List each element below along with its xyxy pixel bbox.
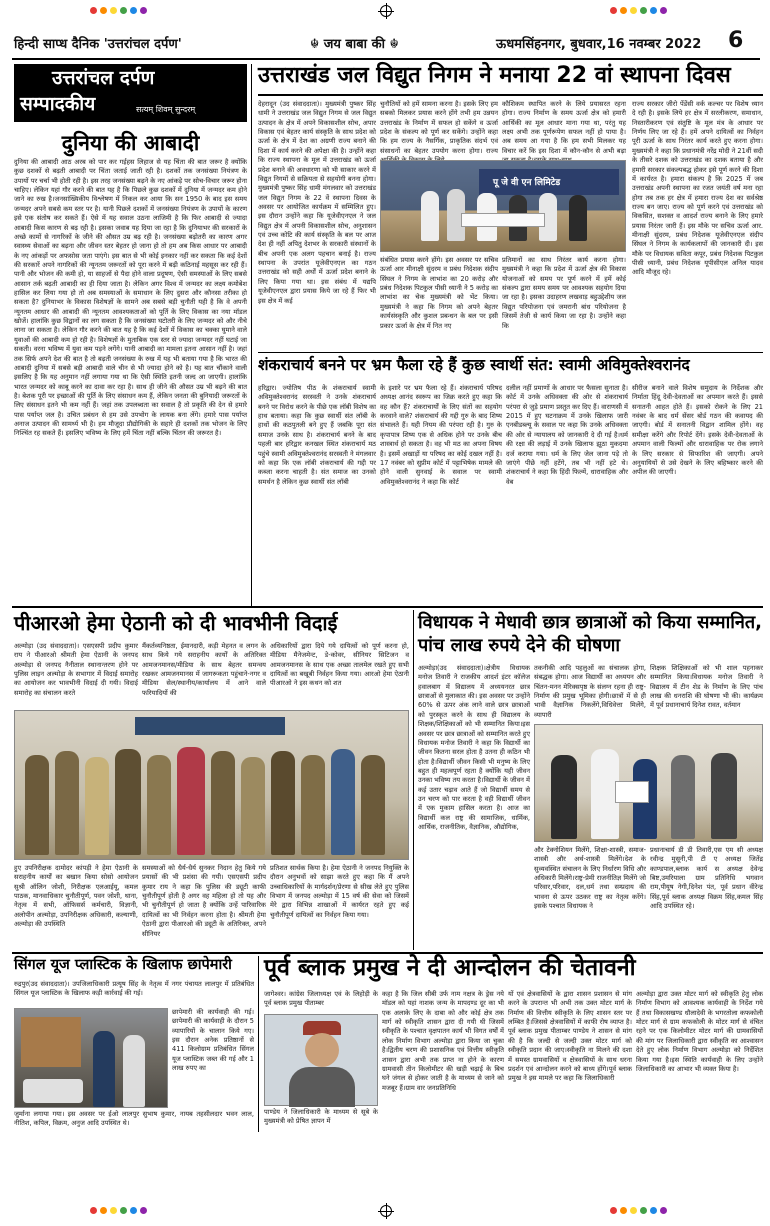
article2-col4: सीरीज बनाने वाले विशेष समुदाय के निर्देशक और निर्माता हिंदू देवी-देवताओं का अपमान करते हैं। इससे सनातनी आहत होते हैं। इसको रोकने के लिए 21 नवंबर के बाद धर्म सेंसर बोर्ड गठन की कवायद की जाएगी। बोर्ड में सनातनी विद्वान शामिल होंगे। वह समीक्षा करेंगे और रिपोर्ट देंगे। इसके देवी-देवताओं के अपमान वाली फिल्मों और धारावाहिक पर रोक लगाने के लिए सरकार से सिफारिश की जाएगी। अपने अनुयायियों से उसे देखने के लिए बहिष्कार करने की अपील की जाएगी। (632, 384, 763, 477)
article1-col4: राज्य सरकार जीरो पेंडेंसी वर्क कल्चर पर विशेष ध्यान दे रही है। इसके लिये हर क्षेत्र में सरलीकरण, समाधान, निस्तारीकरण एवं संतुष्टि के मूल मंत्र के आधार पर निर्णय लिए जा रहे हैं। हमें अपने दायित्वों का निर्वहन पूरी ऊर्जा के साथ निरंतर कार्य करते हुए करना होगा। मुख्यमंत्री ने कहा कि प्रधानमंत्री नरेंद्र मोदी ने 21वीं सदी के तीसरे दशक को उत्तराखंड का दशक बताया है और हमारी सरकार संकल्पबद्ध होकर इसे पूर्ण करने की दिशा में कार्यरत है। हमारा संकल्प है कि 2025 में जब उत्तराखंड अपनी स्थापना का रजत जयंती वर्ष मना रहा होगा तब तक हर क्षेत्र में हमारा राज्य देश का सर्वश्रेष्ठ राज्य बन जाए। राज्य को पूर्ण करने एवं उत्तराखंड को विकसित, सशक्त व आदर्श राज्य बनाने के लिए हमारे प्रयास निरंतर जारी हैं। इस मौके पर सचिव ऊर्जा आर. मीनाक्षी सुंदरम, प्रबंध निदेशक यूजेवीएनएल संदीप सिंघल ने निगम के कार्यकलापों की जानकारी दी। इस मौके पर विधायक सविता कपूर, प्रबंध निदेशक पिटकुल पीसी ध्यानी, प्रबंध निदेशक यूपीसीएल अनिल यादव आदि मौजूद रहे। (632, 100, 763, 277)
shop-shelf (21, 1017, 81, 1067)
article3-photo (14, 710, 409, 860)
article3-col2b: समस्याओं को धैर्य-धैर्य सुनकर निदान हेतु किये गये प्रयासों की भी प्रशंसा की गयी। एसएसपी प्रदीप कुमार राय ने कहा कि पुलिस की ड्यूटी काफी चुनौतीपूर्ण होती है अगर वह महिला हो तो यह और भी चुनौतीपूर्ण हो जाता है क्योंकि उन्हें पारिवारिक दायित्वों का भी निर्वहन करना होता है। श्रीमती हेमा ऐठानी द्वारा पीआरओ की ड्यूटी के अतिरिक्त, अपने सीनियर (142, 864, 266, 938)
color-dot (650, 1207, 657, 1214)
color-dot (120, 7, 127, 14)
person-figure (55, 751, 79, 855)
article2-headline: शंकराचार्य बनने पर भ्रम फैला रहे हैं कुछ स्वार्थी संत: स्वामी अविमुक्तेश्वरानंद (258, 356, 690, 374)
editorial-title: दुनिया की आबादी (61, 131, 200, 155)
wall-sign (135, 717, 285, 735)
certificate (615, 781, 649, 803)
award-cheque (461, 213, 545, 227)
banner-text: पू जे वी एन लिमिटेड (493, 178, 561, 188)
article2-col3: दलील नहीं प्रमाणों के आधार पर फैसला सुनाता है। कोर्ट में उनके अधिवक्ता की ओर से शंकराचार्य परंपरा से जुड़े प्रमाण प्रस्तुत कर दिए हैं। वाराणसी में 2015 में हुए घटनाक्रम में उनके खिलाफ जारी एनबीडब्ल्यू के सवाल पर कहा कि उनके अधिवक्ता की ओर से न्यायालय को जानकारी दे दी गई है।धर्म की रक्षा की लड़ाई में उनके खिलाफ झूठा मुकदमा दर्ज कराया गया। धर्म के लिए जेल जाना पड़े तो जाएंगे पीछे नहीं हटेंगे, तब भी नहीं हटे थे। शंकराचार्य ने कहा कि हिंदी फिल्में, धारावाहिक और वेब (506, 384, 628, 486)
person-figure (123, 1035, 145, 1107)
person-figure (85, 757, 109, 855)
article1-col3b: प्रतिमानों का साथ निरंतर कार्य करना होगा। मुख्यमंत्री ने कहा कि प्रदेश में ऊर्जा क्षेत्र की विकास योजनाओं को समय पर पूर्ण करने में हमें कोई संकल्प द्वारा समय समय पर आवश्यक सहयोग दिया जा रहा है। इसका उदाहरण लखवाड़ बहुउद्देशीय जल विद्युत परियोजना एवं जमरानी बांध परियोजना है जिसमें तेजी से कार्य किया जा रहा है। उन्होंने कहा कि (502, 256, 626, 330)
person-figure (115, 749, 141, 855)
person-figure (271, 751, 295, 855)
article6-col1b: पाण्डेय ने जिलाधिकारी के माध्यम से सूबे के मुख्यमंत्री को प्रेषित ज्ञापन में (264, 1108, 378, 1126)
person-figure (177, 747, 205, 855)
color-dot (630, 7, 637, 14)
article5-photo (14, 1008, 168, 1108)
color-dot (100, 7, 107, 14)
article4-col3: शिक्षक शिक्षिकाओं को भी शाल पहनाकर सम्मानित किया।विधायक मनोज तिवारी ने विद्यालय में टीन शेड के निर्माण के लिए पांच लाख की धनराशि की घोषणा भी की। कार्यक्रम में पूर्व प्रधानाचार्य दिनेश रावत, वर्तमान (650, 664, 763, 710)
article4-col1: अल्मोड़ा(उद संवाददाता)।क्षेत्रीय विधायक मनोज तिवारी ने राजकीय आदर्श इंटर कॉलेज हवालबाग में विद्यालय में अध्ययनरत छात्र छात्राओं से मुलाकात की। इस अवसर पर उन्होंने 60% से ऊपर अंक लाने वाले छात्र छात्राओं को पुरस्कृत करने के साथ ही विद्यालय के शिक्षक/शिक्षिकाओं को भी सम्मानित किया।इस अवसर पर छात्र छात्राओं को सम्मानित करते हुए विधायक मनोज तिवारी ने कहा कि विद्यार्थी का जीवन कितना सरल होता है उतना ही कठिन भी होता है।विद्यार्थी जीवन किसी भी मनुष्य के लिए बहुत ही महत्वपूर्ण रहता है क्योंकि यही जीवन उनका भविष्य तय करता है।विद्यार्थी के जीवन में कई उतार चढ़ाव आते हैं जो विद्यार्थी समय से उन चरण को पार करता है वही विद्यार्थी जीवन में एक मुकाम हासिल करता है। आज का विद्यार्थी कल राष्ट्र की सामाजिक, धार्मिक, आर्थिक, राजनीतिक, वैज्ञानिक, औद्योगिक, (418, 664, 531, 832)
article1-col2: चुनौतियों को हमें सामना करना है। इसके लिए हम सबको मिलकर प्रयास करने होंगे तभी हम उन्नयन उत्तराखंड के निर्माण में सफल हो सकेंगे व ऊर्जा प्रदेश के संकल्प को पूर्ण कर सकेंगे। उन्होंने कहा कि हम राज्य के नैसर्गिक, प्राकृतिक संदर्भ एवं संसाधनों का बेहतर उपयोग करना होगा। राज्य (380, 100, 498, 155)
article6-col4: अल्मोड़ा द्वारा उक्त मोटर मार्ग को स्वीकृति हेतु लोक निर्माण विभाग को आवश्यक कार्यवाही के निर्देश गये हैं तथा विकासखण्ड धौलादेवी के भगरतोला कफकोली मोटर मार्ग से ग्राम कफकोली के मोटर मार्ग से वंचित रहने पर एक किलोमीटर मोटर मार्ग की ग्रामवासियों की मांग पर जिलाधिकारी द्वारा स्वीकृति का आश्वासन देते हुए लोक निर्माण विभाग अल्मोड़ा को निर्देशित किया गया है।इस स्थिति कार्यवाही के लिए उन्होंने जिलाधिकारी का आभार भी व्यक्त किया है। (636, 990, 763, 1073)
article2-col1: हरिद्वार। ज्योतिष पीठ के शंकराचार्य स्वामी अविमुक्तेश्वरानंद सरस्वती ने उनके शंकराचार्य बनने पर विरोध करने के पीछे एक लॉबी विशेष का हाथ बताया। कहा कि कुछ स्वार्थी संत लॉबी के हाथों की कठपुतली बने हुए हैं जबकि पूरा संत समाज उनके साथ है। शंकराचार्य बनने के बाद पहली बार हरिद्वार कनखल स्थित शंकराचार्य मठ पहुंचे स्वामी अविमुक्तेश्वरानंद सरस्वती ने मंगलवार को कहा कि एक लॉबी शंकराचार्य की गद्दी पर कब्जा करना चाहती है। संत समाज का उनको समर्थन है लेकिन कुछ स्वार्थी संत लॉबी (258, 384, 376, 486)
stage-banner (479, 169, 619, 195)
article2-col2: के इशारे पर भ्रम फैला रहे हैं। शंकराचार्य परिषद अध्यक्ष आनंद स्वरूप का जिक्र करते हुए कहा कि वह कौन हैं? शंकराचार्यों के लिए संतों का सहयोग करवाने वाले? शंकराचार्य की गद्दी गुरु के बाद शिष्य संभालते हैं। यही नियम की परंपरा रही है। गुरु के कृपापात्र शिष्य एक से अधिक होने पर उनके बीच शास्त्रार्थ हो सकता है। वह भी मठ का अपना विषय है। इसमें अखाड़ों या परिषद का कोई दखल नहीं है। 17 नवंबर को सुप्रीम कोर्ट में पट्टाभिषेक मामले की होने वाली सुनवाई के सवाल पर स्वामी अविमुक्तेश्वरानंद ने कहा कि कोर्ट (380, 384, 502, 486)
color-dot (90, 1207, 97, 1214)
color-dot (650, 7, 657, 14)
article4-photo (534, 724, 763, 842)
article1-headline: उत्तराखंड जल विद्युत निगम ने मनाया 22 वां स्थापना दिवस (258, 63, 731, 88)
person-figure (711, 753, 737, 839)
article3-col3: अधिकारियों द्वारा दिये गये दायित्वों को पूर्ण करना हो, मीडिया मैनेजमेन्ट, डे-कोवर, सीनियर सिटिजन व आमजनमानस के साथ एक अच्छा तालमेल रखते हुए सभी दायित्वों का बखूबी निर्वहन किया गया। आरओ हेमा ऐठानी पीआरओ ने इस कथन को शत (270, 642, 409, 688)
editorial-brand-top: उत्तरांचल दर्पण (52, 67, 155, 89)
section-rule (12, 952, 763, 954)
portrait-face (305, 1033, 339, 1067)
article6-portrait (264, 1014, 378, 1106)
article6-col1: जागेश्वर। कांग्रेस जिलाध्यक्ष एवं के लिहोड़ी के पूर्व ब्लाक प्रमुख पीताम्बर (264, 990, 378, 1008)
color-dot (120, 1207, 127, 1214)
page-number: 6 (728, 28, 744, 53)
article4-col2: तकनीकी आदि पहलुओं का संचालक होगा, संबद्धक होगा। आज विद्यार्थी का अध्ययन और चिंतन-मनन मेरिक्सपृष्ठ के संलग्न रहना ही राष्ट्र-निर्माण की प्रमुख भूमिका होगी।छात्रों में से ही भावी वैज्ञानिक निकलेंगे,विधिवेत्ता मिलेंगे, व्यापारी (534, 664, 646, 719)
color-dot (630, 1207, 637, 1214)
person-figure (241, 757, 265, 855)
column-divider (258, 956, 259, 1132)
registration-mark-icon (380, 1205, 392, 1217)
paper-name: हिन्दी साप्ध दैनिक 'उत्तरांचल दर्पण' (14, 37, 182, 52)
color-dot (610, 7, 617, 14)
bottom-color-strip (0, 1200, 770, 1222)
color-dot (140, 7, 147, 14)
person-figure (147, 755, 171, 855)
person-figure (211, 751, 235, 855)
masthead-rule (12, 58, 760, 60)
person-figure (569, 195, 587, 241)
article5-headline: सिंगल यूज प्लास्टिक के खिलाफ छापेमारी (14, 957, 232, 973)
color-dot (660, 7, 667, 14)
person-figure (361, 755, 385, 855)
article1-col3: कौशिकम स्थापित करने के लिये प्रयासरत रहना होगा। राज्य निर्माण के समय ऊर्जा क्षेत्र को हमारी आर्थिकी का मूल आधार माना गया था, परंतु यह लक्ष्य अभी तक पूर्णरूपेण सफल नहीं हो पाया है। अब समय आ गया है कि हम सभी मिलकर यह विचार करें कि इस दिशा में कौन-कौन से अभी बढ़ा (502, 100, 626, 155)
article5-col-bottom: जुर्माना लगाया गया। इस अवसर पर ईओ लालपुर सुभाष कुमार, नायब तहसीलदार भवन लाल, नीतिश, कपिल, विक्रम, अनुज आदि उपस्थित थे। (14, 1110, 254, 1128)
article3-col3b: प्रतिशत सार्थक किया है। हेमा ऐठानी ने जनपद नियुक्ति के दौरान अनुभवों को साझा करते हुए कहा कि मैं अपने उच्चाधिकारियों के मार्गदर्शन/प्रेरणा से सीख लेते हुए पुलिस विभाग में जनपद अल्मोड़ा में 15 वर्ष की सेवा को जिसमें मेरे द्वारा विभिन्न शाखाओं में कार्यरत रहते हुए कई चुनौतीपूर्ण दायित्वों का निर्वहन किया गया। (270, 864, 409, 919)
article3-headline: पीआरओ हेमा ऐठानी को दी भावभीनी विदाई (14, 611, 338, 635)
color-dot (140, 1207, 147, 1214)
article1-col1: देहरादून (उद संवाददाता)। मुख्यमंत्री पुष्कर सिंह धामी ने उत्तराखंड जल विद्युत निगम से जल विद्युत उत्पादन के क्षेत्र में अपने विकासशील सोच, अपार विकास एवं बेहतर कार्य संस्कृति के साथ प्रदेश को ऊर्जा के क्षेत्र में देश का अग्रणी राज्य बनाने की दिशा में कार्य करने की अपेक्षा की है। उन्होंने कहा कि राज्य स्थापना के मूल में उत्तराखंड को ऊर्जा प्रदेश बनाने की अवधारणा को भी साकार करने में विद्युत निगमों से सक्रियता से सहयोगी बनना होगा।मुख्यमंत्री पुष्कर सिंह धामी मंगलवार को उत्तराखंड जल विद्युत निगम के 22 वें स्थापना दिवस के अवसर पर आयोजित कार्यक्रम में सम्मिलित हुए। इस दौरान उन्होंने कहा कि यूजेवीएनएल ने जल विद्युत क्षेत्र में अपनी विकासशील सोच, अनुशासन एवं उच्च कोटि की कार्य संस्कृति के बल पर आज देश ही नहीं अपितु देशभर के सरकारी संस्थानों के बीच अपनी एक अलग पहचान बनाई है। राज्य स्थापना के उपरांत यूजेवीएनएल का गठन उत्तराखंड को सही अर्थों में ऊर्जा प्रदेश बनाने के लिए किया गया था। इस संबंध में यद्यपि यूजेवीएनएल द्वारा प्रयास किये जा रहे हैं फिर भी इस क्षेत्र में कई (258, 100, 376, 305)
column-divider (251, 64, 252, 606)
portrait-body (289, 1067, 355, 1107)
color-dot (610, 1207, 617, 1214)
article3-col1b: हुए उपनिरीक्षक दामोदर कांपड़ी ने हेमा ऐठानी के सराहनीय कार्यों का बखान किया सोसो आयोजन सुश्री ऑलिन जोशी, निरीक्षक एलआईयू, कमल पाठक, मानवाधिकार चुनौतीपूर्ण, पवन जोशी, थाना, नेतृत्व में सभी, ऑफिसर्स कर्मचारी, विज्ञानी, अलोपीन अल्मोड़ा, उपनिरीक्षक अधिकारी, कल्याणी, अल्मोड़ा की उपस्थिति (14, 864, 138, 929)
color-dot (100, 1207, 107, 1214)
person-figure (25, 755, 49, 855)
color-dot (620, 1207, 627, 1214)
article4-headline: विधायक ने मेधावी छात्र छात्राओं को किया सम्मानित, पांच लाख रुपये देने की घोषणा (418, 612, 762, 656)
article2-rule (258, 352, 763, 353)
editorial-box (14, 64, 247, 122)
person-figure (671, 755, 695, 839)
section-rule (12, 606, 763, 608)
editorial-body: दुनिया की आबादी आठ अरब को पार कर गईहस लिहाज से यह चिंता की बात जरूर है क्योंकि कुछ दशकों से बढ़ती आबादी पर चिंता जताई जाती रही है। दशकों तक जनसंख्या नियंत्रण के उपायों पर चर्चा भी होती रही है। इस तरह जनसंख्या बढ़ने के नए आंकड़े पर सोच-विचार जरूर होना चाहिए। लेकिन यहां गौर करने की बात यह है कि पिछले कुछ दशकों में दुनिया में जन्मदर कम होने जाने का रुख है।जनसांख्यिकीय विश्लेषण में निकल कर आया कि सन 1950 के बाद इस समय जन्मदर अपने सबसे कम स्तर पर है। यानी पिछले दशकों में जनसंख्या नियंत्रण के उपायों के कारण इसे एक संतोष कर सकते हैं। ऐसे में यह सवाल उठना लाजिमी है कि फिर आबादी से ज्यादा आबादी किस कारण से बढ़ रही है। इसका जवाब यह दिया जा रहा है कि दुनियाभर की सरकारों के अच्छे कामों से नागरिकों के जीने की औसत उम्र बढ़ रही है। जनसंख्या बढ़ोतरी का कारण अगर स्वास्थ्य सेवाओं का बढ़ना और जीवन स्तर बेहतर हो जाना हो तो हम अब किस आधार पर आबादी के नए आंकड़ों पर अफसोस जता पाएंगे। इस बात से भी कोई इनकार नहीं कर सकता कि कई देशों की सरकारें अपने नागरिकों की न्यूनतम जरूरतों को पूरा करने में बढ़ी कठिनाई महसूस कर रही हैं। पानी और भोजन की कमी हो, या साहजों से पैदा होने वाला प्रदूषण, ऐसी समस्याओं के लिए सबसे आसान तर्क बढ़ती आबादी का ही दिया जाता है। लेकिन अगर विश्व में जन्मदर का लक्ष्य कमोबेश हासिल कर लिया गया हो तो अब समस्याओं के समाधान के लिए दुसरा और कौनसा तरीका हो सकता है? दुनियाभर के विकास विशेषज्ञों के सामने अब सबसे बड़ी चुनौती यही है कि वे अपनी न्यूनतम आधार की आबादी की न्यूनतम आवश्यकताओं को पूर्ति के लिए विकास का नया मॉडल खोजें। हालांकि कुछ विद्वानों का लग सकता है कि जनसंख्या घटोतरी के लिए जन्मदर को और नीचे लाना जा सकता है। लेकिन गौर करने की बात यह है कि कई देशों में विकास का चक्का घुमाने वाले युवाओं की आबादी कम हो रही है। विशेषज्ञों के मुताबिक एक स्तर से ज्यादा जन्मदर नहीं घटाई जा सकती। वरना भविष्य में युवा कम पड़ने लगेंगे। यानी आबादी का मामला इतना आसान नहीं है। जहां तक सिर्फ अपने देश की बात है तो बढ़ती जनसंख्या के रुख में यह भी बताया गया है कि भारत की आबादी दुनिया में सबसे बड़ी आबादी वाले चीन से भी ज्यादा होने को है। यह बात चौंकाने वाली इसलिए है कि यह अनुमान नहीं लगाया गया था कि ऐसी स्थिति इतनी जल्द आ जाएगी। हालांकि भारत जन्मदर को काबू करने का दावा कर रहा है। साथ ही जीने की औसत उम्र भी बढ़ने की बात है। बेशक पूरी पर इच्छाओं की पूर्ति के लिए संसाधन कम हैं, लेकिन जनता की बुनियादी जरूरतों के लिए संसाधन इतने भी कम नहीं हैं। जहां तक उपलब्धता का सवाल है तो प्रकृति की देन से हमारे पास पर्याप्त जल है। उचित प्रबंधन से हम उसे उपभोग के लायक बना लेंगे। हमारे पास पर्याप्त अनाज उत्पादन की सामर्थ्य भी है। हम मौजूदा प्रौद्योगिकी के सहारे ही दशकों तक भोजन के लिए निश्चिंत रह सकते हैं। इसलिए भविष्य के लिए हमें चिंता नहीं बल्कि चिंतन की जरूरत है। (14, 158, 247, 438)
column-divider (413, 610, 414, 950)
article5-col-right: छापेमारी की कार्यवाही की गई। छापेमारी की कार्यवाही के दौरान 5 व्यापारियों के चालान किये गए। इस दौरान अनेक प्रतिष्ठानों से 411 किलोग्राम प्रतिबंधित सिंगल यूज प्लास्टिक जब्त की गई और 1 लाख रुपए का (172, 1008, 254, 1073)
article3-col1: अल्मोड़ा (उद संवाददाता)। एसएसपी प्रदीप कुमार राय ने पीआरओ श्रीमती हेमा ऐठानी के जनपद अल्मोड़ा से जनपद नैनीताल स्थानान्तरण होने पर पुलिस लाइन अल्मोड़ा के सभागार में विदाई समारोह का आयोजन कर भावभीनी विदाई दी गयी। विदाई समारोह का संचालन करते (14, 642, 138, 697)
color-dot (110, 7, 117, 14)
seized-bags (23, 1079, 83, 1103)
article4-col2b: और टेक्नोशियन मिलेंगे, शिक्षा-शास्त्री, समाज-शास्त्री और अर्थ-शास्त्री मिलेंगे।देश के सुव्यवस्थित संचालन के लिए निर्धारण विधि और अधिकारी मिलेंगे।राष्ट्र-प्रेमी राजनीतिज्ञ मिलेंगे जो परिवार,परिवार, दल,धर्म तथा सम्प्रदाय की भावना से ऊपर उठकर राष्ट्र का नेतृत्व करेंगे। इसके पश्चात विधायक ने (534, 846, 646, 911)
article6-headline: पूर्व ब्लाक प्रमुख ने दी आन्दोलन की चेतावनी (264, 955, 636, 981)
editorial-brand-bottom: सम्पादकीय (20, 93, 96, 115)
article1-rule (258, 94, 763, 96)
article6-col3: यों एवं क्षेत्रवासियों के द्वारा शासन प्रशासन से मांग करने के उपरान्त भी अभी तक उक्त मोटर मार्ग के निर्माण की वित्तीय स्वीकृति के लिए शासन स्तर पर लम्बित है।जिससे क्षेत्रवासियों में काफी रोष व्याप्त है।पूर्व ब्लाक प्रमुख पीताम्बर पाण्डेय ने शासन से मांग की है कि जल्दी से जल्दी उक्त मोटर मार्ग को स्वीकृति प्रदान की जाए।स्वीकृति ना मिलने की दशा में समस्त ग्रामवासियों व क्षेत्रवासियों के साथ धरना प्रदर्शन एवं आन्दोलन करने को बाध्य होंगे।पूर्व ब्लाक प्रमुख ने इस मामले पर कहा कि जिलाधिकारी (508, 990, 632, 1083)
person-figure (421, 191, 439, 241)
color-dot (110, 1207, 117, 1214)
top-color-strip (0, 0, 770, 22)
person-figure (93, 1031, 115, 1107)
color-dot (620, 7, 627, 14)
person-figure (551, 755, 577, 839)
article3-col2: मैंकर्तव्यनिष्ठता, ईमानदारी, कड़ी मेहनत व लगन के साथ किये गये सराहनीय कार्यों के अतिरिक्त आमजनमानस/मीडिया के साथ बेहतर समन्वय रखकर आमजनमानस में जागरूकता पहुंचाने-नगर व मीडिया सेल/स्थानीय/कार्यालय में आने वाले फरियादियों की (142, 642, 266, 697)
color-dot (640, 1207, 647, 1214)
color-dot (640, 7, 647, 14)
color-dot (130, 1207, 137, 1214)
person-figure (331, 749, 355, 855)
color-dot (130, 7, 137, 14)
article1-col2b: संबंधित प्रयास करने होंगे। इस अवसर पर सचिव ऊर्जा आर मीनाक्षी सुंदरम व प्रबंध निदेशक संदीप सिंघल ने निगम के लाभांश का 20 करोड़ और प्रबंध निदेशक पिटकुल पीसी ध्यानी ने 5 करोड़ का लाभांश का चेक मुख्यमंत्री को भेंट किया। मुख्यमंत्री ने कहा कि निगम को अपने बेहतर कार्यसंस्कृति और कुशल प्रबन्धन के बल पर इसी प्रकार ऊर्जा के क्षेत्र में नित नए (380, 256, 498, 330)
person-figure (301, 755, 325, 855)
editorial-tagline: सत्यम् शिवम् सुन्दरम् (136, 105, 196, 114)
article5-col-top: रुद्रपुर(उद संवाददाता)। उपजिलाधिकारी प्रत्यूष सिंह के नेतृत्व में नगर पंचायत लालपुर में प्रतिबंधित सिंगल यूज प्लास्टिक के खिलाफ कड़ी कार्रवाई की गई। (14, 980, 254, 998)
masthead (10, 30, 762, 56)
color-dot (90, 7, 97, 14)
place-date: ऊधमसिंहनगर, बुधवार,16 नवम्बर 2022 (496, 37, 702, 52)
slogan: ☬ जय बाबा की ☬ (310, 37, 399, 52)
article6-col2: कहा है कि जिल सीबी उर्फ नाम नक्षत्र के ड्रेस नये मॉडल को यहां नाशक जन्म के मापदण्ड दूर का भी एक अलाके लिए के दाबा को और कोई क्षेत्र तक मार्ग को स्वीकृति शासन द्वारा दी गयी थी जिसमें स्वीकृति के पश्चात वृक्षपातन कार्य भी विगत वर्षों में लोक निर्माण विभाग अल्मोड़ा द्वारा किया जा चुका है।द्वितीय चरण की प्रशासनिक एवं वित्तीय स्वीकृति शासन द्वारा अभी तक प्राप्त ना होने के कारण ग्रामवासी तीन किलोमीटर की खड़ी चढ़ाई के बिच घने जंगल से होकर जाती है के माध्यम से जाने को मजबूर हैं।ग्राम वार जनप्रतिनिधि (382, 990, 504, 1092)
color-dot (660, 1207, 667, 1214)
article4-col3b: प्रधानाचार्य डी डी तिवारी,एस एम सी अध्यक्ष रवीन्द्र मुसूनी,पी टी ए अध्यक्ष जितेंद्र काण्डपाल,ब्लाक कार्य स अध्यक्ष देवेन्द्र बिष्ट,उमरियाला ग्राम प्रतिनिधि भगवान राम,पीयूष नेगी,दिनेश पंत, पूर्व प्रधान वीरेन्द्र सिंह,पूर्व ब्लाक अध्यक्ष विक्रम सिंह,कमल सिंह आदि उपस्थित रहे। (650, 846, 763, 911)
article1-photo (380, 160, 626, 252)
registration-mark-icon (380, 5, 392, 17)
